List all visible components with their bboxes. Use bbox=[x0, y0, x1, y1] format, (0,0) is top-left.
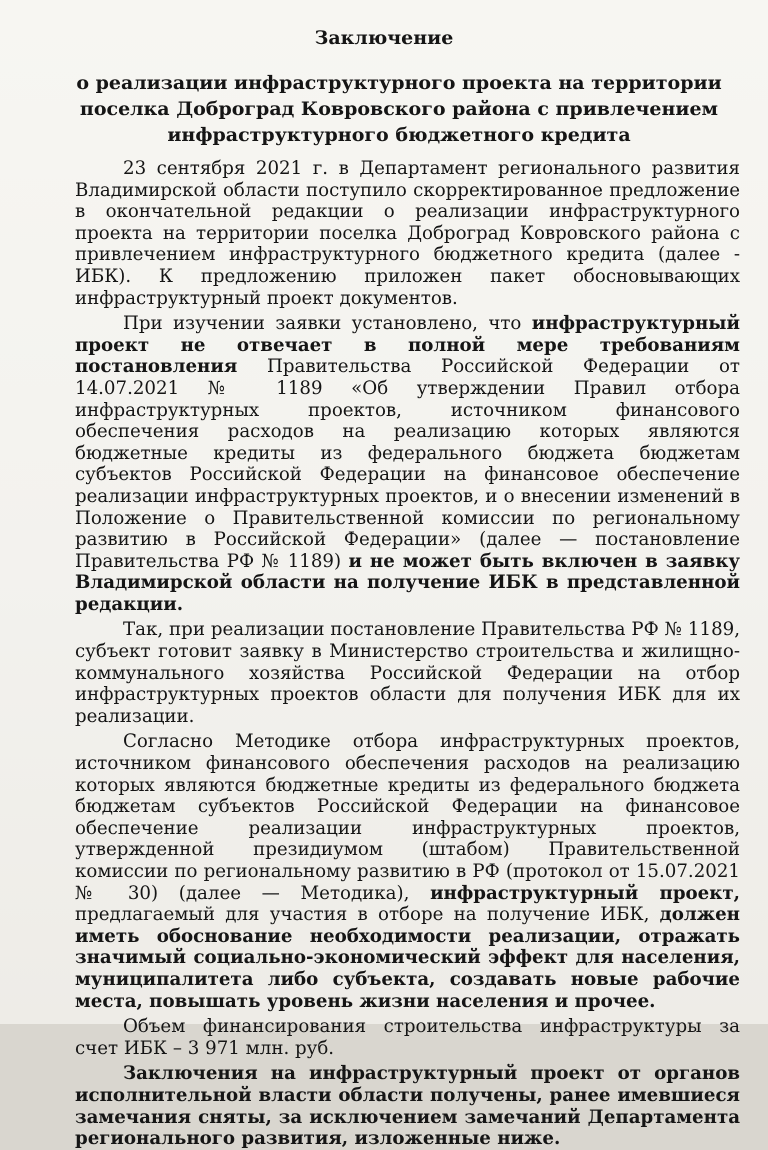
paragraph-text: Объем финансирования строительства инфраструктуры за счет ИБК – 3 971 млн. руб. bbox=[75, 1016, 740, 1059]
paragraph-text: Так, при реализации постановление Правительства РФ № 1189, субъект готовит заявку в Министерство строительства и жилищно-коммунального хозяйства Российской Федерации на отбор инфраструктурных проектов области для получения ИБК для их реализации. bbox=[75, 619, 740, 727]
document-subtitle: о реализации инфраструктурного проекта на территории поселка Доброград Ковровского района с привлечением инфраструктурного бюджетного кредита bbox=[76, 72, 722, 146]
paragraph-text: 23 сентября 2021 г. в Департамент регионального развития Владимирской области поступило скорректированное предложение в окончательной редакции о реализации инфраструктурного проекта на территории поселка Доброград Ковровского района с привлечением инфраструктурного бюджетного кредита (далее - ИБК). К предложению приложен пакет обосновывающих инфраструктурный проект документов. bbox=[75, 158, 740, 309]
paragraph-1 bbox=[75, 158, 740, 309]
paragraph-5 bbox=[75, 1016, 740, 1059]
document-title: Заключение bbox=[314, 27, 454, 49]
paragraph-text: Правительства Российской Федерации от 14.07.2021 № 1189 «Об утверждении Правил отбора инфраструктурных проектов, источником финансового обеспечения расходов на реализацию которых являются бюджетные кредиты из федерального бюджета бюджетам субъектов Российской Федерации на финансовое обеспечение реализации инфраструктурных проектов, и о внесении изменений в Положение о Правительственной комиссии по региональному развитию в Российской Федерации» (далее — постановление Правительства РФ № 1189) bbox=[75, 356, 740, 572]
paragraph-bold-text: инфраструктурный проект, bbox=[430, 882, 740, 904]
paragraph-text: При изучении заявки установлено, что bbox=[123, 313, 532, 335]
paragraph-bold-text: Заключения на инфраструктурный проект от органов исполнительной власти области получены, ранее имевшиеся замечания сняты, за исключением замечаний Департамента регионального развития, изложенные ниже. bbox=[75, 1063, 740, 1150]
document-body bbox=[75, 158, 740, 1150]
paragraph-2 bbox=[75, 313, 740, 615]
paragraph-bold-text: и не может быть включен в заявку Владимирской области на получение ИБК в представленной редакции. bbox=[75, 550, 741, 615]
paragraph-3 bbox=[75, 619, 740, 727]
paragraph-bold-text: инфраструктурный проект не отвечает в полной мере требованиям постановления bbox=[75, 313, 740, 378]
paragraph-6 bbox=[75, 1063, 740, 1149]
paragraph-bold-text: должен иметь обоснование необходимости реализации, отражать значимый социально-экономический эффект для населения, муниципалитета либо субъекта, создавать новые рабочие места, повышать уровень жизни населения и прочее. bbox=[75, 904, 740, 1012]
paragraph-text: предлагаемый для участия в отборе на получение ИБК, bbox=[75, 904, 660, 926]
paragraph-text: Согласно Методике отбора инфраструктурных проектов, источником финансового обеспечения расходов на реализацию которых являются бюджетные кредиты из федерального бюджета бюджетам субъектов Российской Федерации на финансовое обеспечение реализации инфраструктурных проектов, утвержденной президиумом (штабом) Правительственной комиссии по региональному развитию в РФ (протокол от 15.07.2021 № 30) (далее — Методика), bbox=[75, 731, 740, 904]
paragraph-4 bbox=[75, 731, 740, 1012]
